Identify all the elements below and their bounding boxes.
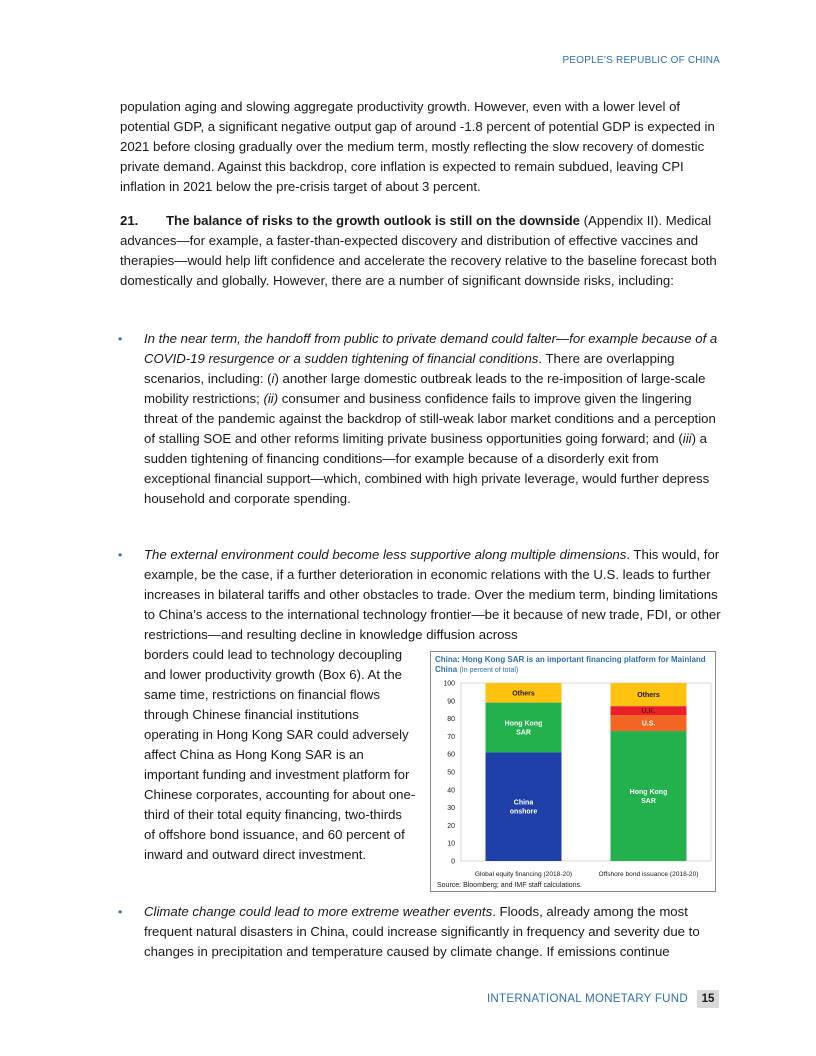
- segment-label: U.S.: [641, 720, 656, 728]
- segment-label: Others: [512, 690, 535, 698]
- bullet-climate-change: [144, 902, 721, 962]
- bar-segment-hong-kong-sar: [486, 703, 562, 753]
- bullet-text-segment: consumer and business confidence fails to improve given the lingering threat of the pandemic against the backdrop of still-weak labor market conditions and a perception of stalling SOE and other reforms limiting private business opportunities going forward; and (: [144, 391, 716, 446]
- enum-marker: (ii): [263, 391, 279, 406]
- y-tick-label: 60: [447, 751, 455, 759]
- figure-hk-financing: [430, 651, 716, 892]
- bullet-icon: •: [118, 548, 123, 562]
- y-tick-label: 30: [447, 805, 455, 813]
- y-tick-label: 50: [447, 769, 455, 777]
- bullet-text-segment: . There are overlapping scenarios, including: (: [144, 351, 675, 386]
- footer-org: INTERNATIONAL MONETARY FUND: [486, 993, 688, 1005]
- segment-label: U.K.: [641, 708, 656, 716]
- paragraph-continued: population aging and slowing aggregate productivity growth. However, even with a lower level of potential GDP, a significant negative output gap of around -1.8 percent of potential GDP is expected in 2021 before closing gradually over the medium term, mostly reflecting the slow recovery of domestic private demand. Against this backdrop, core inflation is expected to remain subdued, leaving CPI inflation in 2021 below the pre-crisis target of about 3 percent.: [120, 99, 715, 194]
- segment-label: Others: [637, 692, 660, 700]
- footer-label: [0, 993, 716, 1005]
- figure-subtitle: (In percent of total): [459, 667, 519, 674]
- paragraph-body: (Appendix II). Medical advances—for example, a faster-than-expected discovery and distribution of effective vaccines and therapies—would help lift confidence and accelerate the recovery relative to the baseline forecast both domestically and globally. However, there are a number of significant downside risks, including:: [120, 213, 717, 288]
- segment-label: SAR: [516, 729, 531, 737]
- bullet-icon: •: [118, 905, 123, 919]
- bullet-lead: The external environment could become less supportive along multiple dimensions: [144, 547, 627, 562]
- segment-label: onshore: [509, 808, 538, 816]
- paragraph-21: [120, 211, 720, 291]
- y-tick-label: 0: [451, 858, 455, 866]
- figure-title-text: China: Hong Kong SAR is an important financing platform for Mainland China: [435, 655, 706, 674]
- bullet-text-segment: . Floods, already among the most frequent natural disasters in China, could increase significantly in frequency and severity due to changes in precipitation and temperature caused by climate change. If emissions continue: [144, 904, 700, 959]
- bullet-lead: Climate change could lead to more extreme weather events: [144, 904, 493, 919]
- y-tick-label: 20: [447, 822, 455, 830]
- bullet-lead: In the near term, the handoff from public to private demand could falter—for example because of a COVID-19 resurgence or a sudden tightening of financial conditions: [144, 331, 718, 366]
- bullet-near-term: [144, 329, 721, 509]
- x-category-label: Offshore bond issuance (2018-20): [598, 871, 699, 878]
- y-tick-label: 100: [443, 680, 455, 688]
- figure-source: Source: Bloomberg; and IMF staff calculations.: [437, 882, 582, 889]
- x-category-label: Global equity financing (2018-20): [474, 871, 573, 878]
- bullet-text-segment: . This would, for example, be the case, if a further deterioration in economic relations with the U.S. leads to further increases in bilateral tariffs and other obstacles to trade. Over the medium term, binding limitations to China’s access to the international technology frontier—be it because of new trade, FDI, or other restrictions—and resulting decline in knowledge diffusion across: [144, 547, 721, 642]
- segment-label: China: [513, 799, 534, 807]
- y-tick-label: 80: [447, 716, 455, 724]
- segment-label: Hong Kong: [504, 720, 543, 728]
- bullet-external-environment: [144, 545, 721, 645]
- paragraph-number: 21.: [120, 213, 139, 228]
- segment-label: SAR: [641, 798, 656, 806]
- segment-label: Hong Kong: [629, 789, 668, 797]
- page-number: 15: [697, 990, 719, 1008]
- y-tick-label: 40: [447, 787, 455, 795]
- enum-marker: iii: [682, 431, 692, 446]
- y-tick-label: 90: [447, 698, 455, 706]
- bullet-text-segment: ) a sudden tightening of financing conditions—for example because of a disorderly exit from exceptional financial support—which, combined with high private leverage, would further depress household and corporate spending.: [144, 431, 710, 506]
- paragraph-lead: The balance of risks to the growth outlook is still on the downside: [166, 213, 580, 228]
- stacked-bar-chart: [431, 652, 715, 891]
- enum-marker: i: [271, 371, 275, 386]
- bullet-wrap-text: borders could lead to technology decoupling and lower productivity growth (Box 6). At the same time, restrictions on financial flows through Chinese financial institutions operating in Hong Kong SAR could adversely affect China as Hong Kong SAR is an important funding and investment platform for Chinese corporates, accounting for about one-third of their total equity financing, two-thirds of offshore bond issuance, and 60 percent of inward and outward direct investment.: [144, 647, 416, 862]
- bullet-text-segment: ) another large domestic outbreak leads to the re-imposition of large-scale mobility restrictions;: [144, 371, 706, 406]
- y-tick-label: 10: [447, 840, 455, 848]
- bullet-icon: •: [118, 332, 123, 346]
- running-head: PEOPLE’S REPUBLIC OF CHINA: [562, 55, 720, 66]
- y-tick-label: 70: [447, 733, 455, 741]
